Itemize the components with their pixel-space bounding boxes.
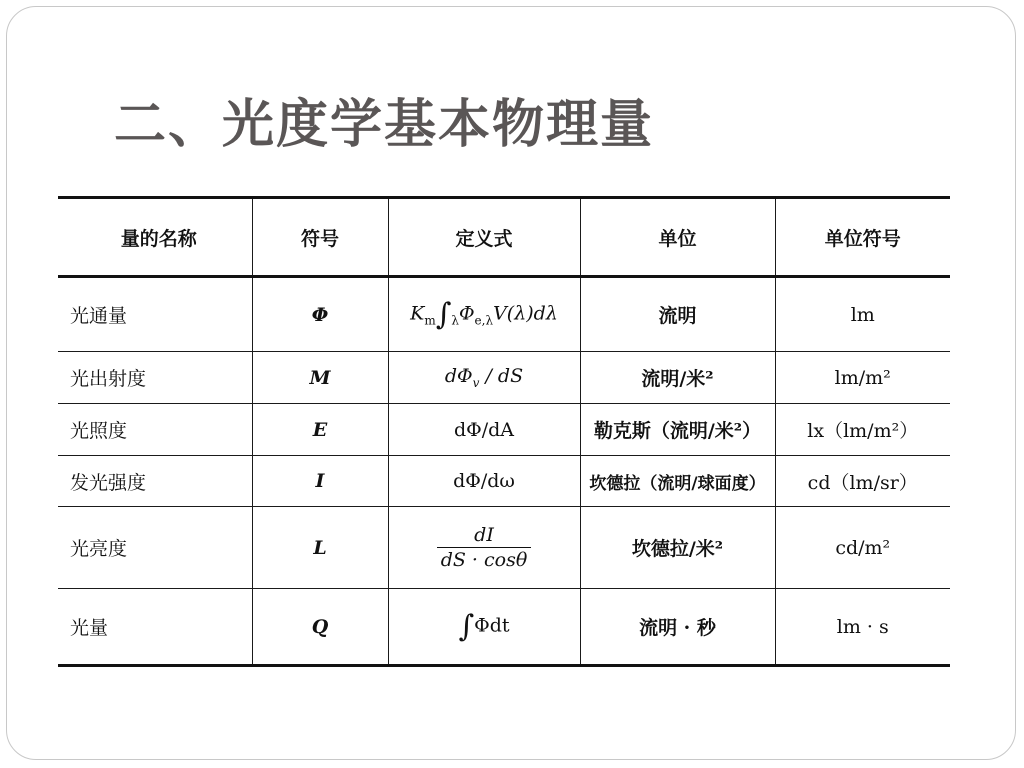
unit-name: 勒克斯（流明/米²） xyxy=(580,404,775,456)
table-row xyxy=(58,404,950,456)
formula-phi: Φ xyxy=(458,302,475,325)
formula-k: K xyxy=(410,302,425,325)
table-header-row xyxy=(58,198,950,277)
integral-sign: ∫ xyxy=(458,609,475,644)
slide-title: 二、光度学基本物理量 xyxy=(114,95,655,155)
header-unit-symbol: 单位符号 xyxy=(775,198,950,277)
fraction xyxy=(437,523,532,572)
table-row xyxy=(58,352,950,404)
definition-formula: dΦ/dA xyxy=(388,404,580,456)
unit-name: 流明 · 秒 xyxy=(580,589,775,666)
quantity-symbol: M xyxy=(252,352,388,404)
header-unit: 单位 xyxy=(580,198,775,277)
quantity-symbol: L xyxy=(252,507,388,589)
photometry-table xyxy=(58,196,950,667)
formula-rest: V(λ)dλ xyxy=(493,302,558,325)
definition-formula xyxy=(388,277,580,352)
quantity-name: 光通量 xyxy=(58,277,252,352)
unit-name: 坎德拉（流明/球面度） xyxy=(580,456,775,507)
quantity-name: 发光强度 xyxy=(58,456,252,507)
definition-formula xyxy=(388,507,580,589)
unit-symbol: cd（lm/sr） xyxy=(775,456,950,507)
quantity-name: 光亮度 xyxy=(58,507,252,589)
unit-symbol: lm · s xyxy=(775,589,950,666)
table-row xyxy=(58,456,950,507)
formula-phi-sub: e,λ xyxy=(474,313,494,328)
unit-symbol: lx（lm/m²） xyxy=(775,404,950,456)
header-symbol: 符号 xyxy=(252,198,388,277)
table-row xyxy=(58,277,950,352)
formula-rest: Φdt xyxy=(474,614,510,637)
formula-k-sub: m xyxy=(424,313,436,328)
quantity-name: 光出射度 xyxy=(58,352,252,404)
header-definition: 定义式 xyxy=(388,198,580,277)
unit-name: 流明 xyxy=(580,277,775,352)
formula-int-sub: λ xyxy=(451,313,459,328)
quantity-symbol: E xyxy=(252,404,388,456)
unit-name: 坎德拉/米² xyxy=(580,507,775,589)
header-quantity-name: 量的名称 xyxy=(58,198,252,277)
definition-formula: dΦ/dω xyxy=(388,456,580,507)
fraction-denominator: dS · cosθ xyxy=(440,549,528,571)
definition-formula xyxy=(388,589,580,666)
formula-sub: v xyxy=(472,375,480,390)
definition-formula xyxy=(388,352,580,404)
formula-part-a: dΦ xyxy=(444,365,473,388)
formula-part-b: / dS xyxy=(479,365,524,388)
quantity-name: 光量 xyxy=(58,589,252,666)
quantity-name: 光照度 xyxy=(58,404,252,456)
quantity-symbol: I xyxy=(252,456,388,507)
unit-name: 流明/米² xyxy=(580,352,775,404)
quantity-symbol: Φ xyxy=(252,277,388,352)
fraction-numerator: dI xyxy=(437,523,532,548)
unit-symbol: cd/m² xyxy=(775,507,950,589)
integral-sign: ∫ xyxy=(435,297,452,332)
quantity-symbol: Q xyxy=(252,589,388,666)
table-row xyxy=(58,507,950,589)
unit-symbol: lm/m² xyxy=(775,352,950,404)
unit-symbol: lm xyxy=(775,277,950,352)
table-row xyxy=(58,589,950,666)
